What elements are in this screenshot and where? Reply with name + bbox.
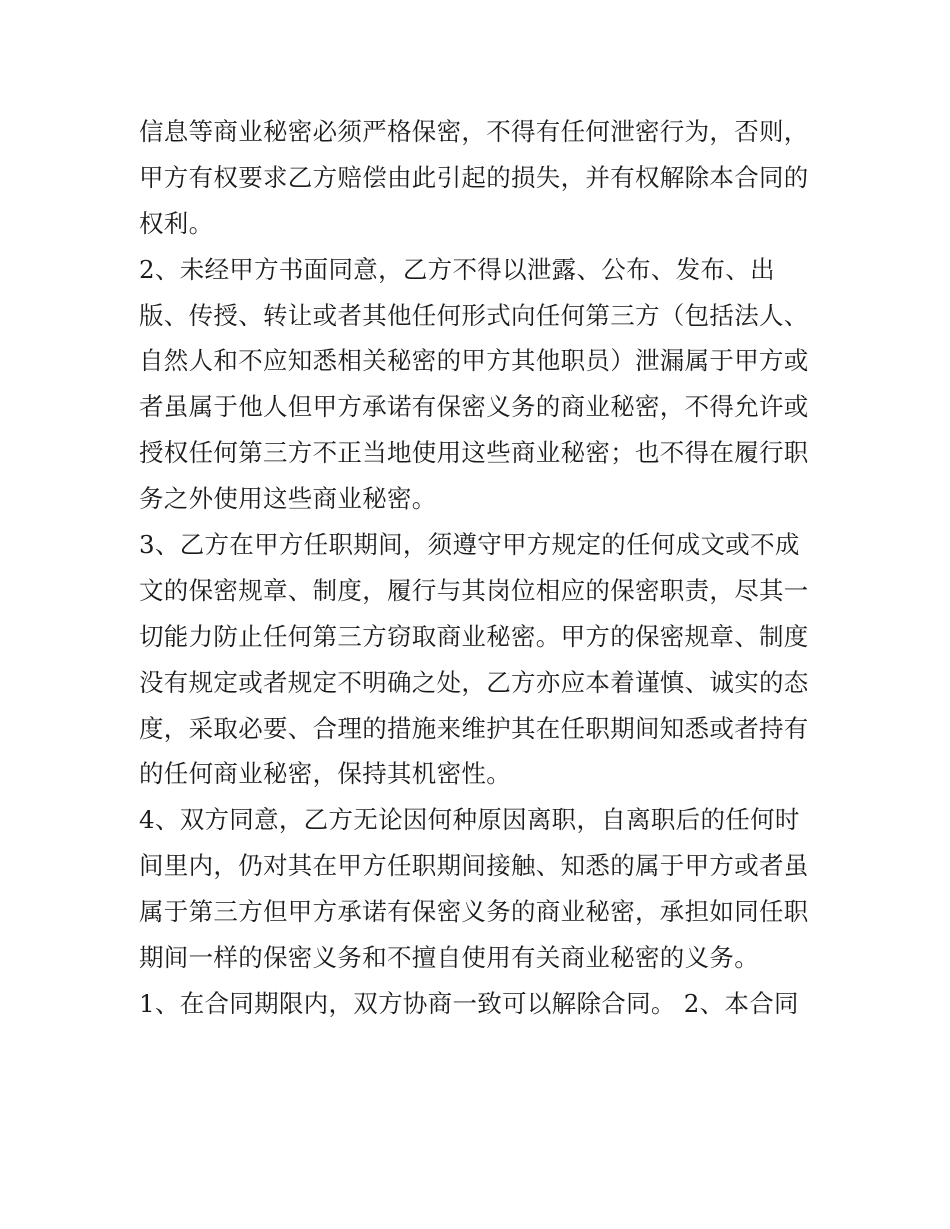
text-line: 1、在合同期限内，双方协商一致可以解除合同。 2、本合同 bbox=[139, 988, 799, 1018]
text-line: 期间一样的保密义务和不擅自使用有关商业秘密的义务。 bbox=[139, 943, 759, 973]
text-line: 信息等商业秘密必须严格保密，不得有任何泄密行为，否则， bbox=[139, 117, 809, 146]
text-line: 属于第三方但甲方承诺有保密义务的商业秘密，承担如同任职 bbox=[139, 897, 809, 927]
text-line: 者虽属于他人但甲方承诺有保密义务的商业秘密，不得允许或 bbox=[139, 392, 809, 422]
text-line: 务之外使用这些商业秘密。 bbox=[139, 484, 437, 514]
text-line: 4、双方同意，乙方无论因何种原因离职，自离职后的任何时 bbox=[139, 805, 800, 835]
text-line: 版、传授、转让或者其他任何形式向任何第三方（包括法人、 bbox=[139, 300, 809, 330]
text-line: 甲方有权要求乙方赔偿由此引起的损失，并有权解除本合同的 bbox=[139, 162, 809, 192]
text-line: 文的保密规章、制度，履行与其岗位相应的保密职责，尽其一 bbox=[139, 575, 809, 605]
text-line: 3、乙方在甲方任职期间，须遵守甲方规定的任何成文或不成 bbox=[139, 530, 800, 560]
document-body bbox=[139, 109, 819, 1027]
text-line: 的任何商业秘密，保持其机密性。 bbox=[139, 759, 511, 789]
text-line: 度，采取必要、合理的措施来维护其在任职期间知悉或者持有 bbox=[139, 713, 809, 743]
text-line: 权利。 bbox=[139, 208, 214, 238]
text-line: 切能力防止任何第三方窃取商业秘密。甲方的保密规章、制度 bbox=[139, 621, 809, 651]
text-line: 间里内，仍对其在甲方任职期间接触、知悉的属于甲方或者虽 bbox=[139, 851, 809, 881]
text-line: 2、未经甲方书面同意，乙方不得以泄露、公布、发布、出 bbox=[139, 254, 775, 284]
text-line: 没有规定或者规定不明确之处，乙方亦应本着谨慎、诚实的态 bbox=[139, 667, 809, 697]
text-line: 授权任何第三方不正当地使用这些商业秘密；也不得在履行职 bbox=[139, 438, 809, 468]
text-line: 自然人和不应知悉相关秘密的甲方其他职员）泄漏属于甲方或 bbox=[139, 346, 809, 376]
